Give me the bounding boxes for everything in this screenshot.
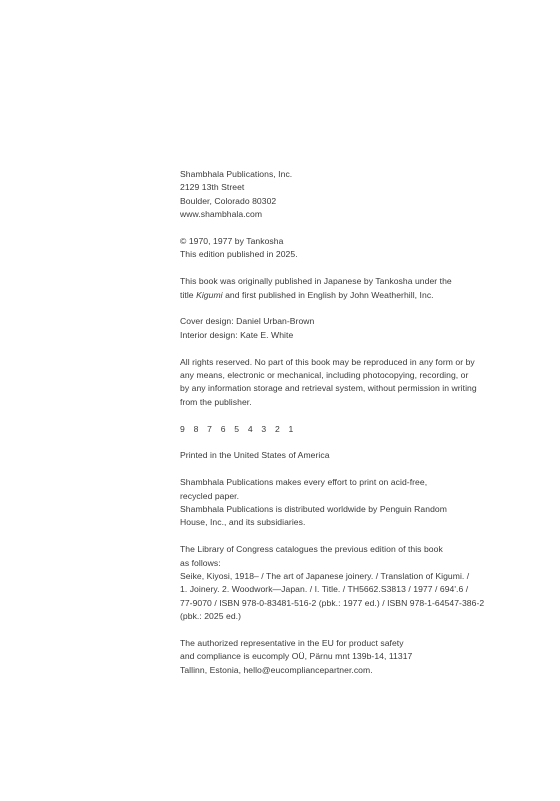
origin-line-2 bbox=[180, 289, 490, 302]
cip-line: 1. Joinery. 2. Woodwork—Japan. / I. Title. / TH5662.S3813 / 1977 / 694'.6 / bbox=[180, 584, 469, 595]
cip-line: 77-9070 / ISBN 978-0-83481-516-2 (pbk.: 1977 ed.) / ISBN 978-1-64547-386-2 bbox=[180, 597, 485, 608]
publisher-website: www.shambhala.com bbox=[180, 209, 263, 220]
cip-line: (pbk.: 2025 ed.) bbox=[180, 611, 241, 622]
paper-line: Shambhala Publications is distributed worldwide by Penguin Random bbox=[180, 504, 447, 515]
paper-line: Shambhala Publications makes every effort to print on acid-free, bbox=[180, 477, 428, 488]
rights-line: All rights reserved. No part of this book may be reproduced in any form or by bbox=[180, 356, 475, 367]
cover-design-credit: Cover design: Daniel Urban-Brown bbox=[180, 316, 315, 327]
printing-number-line bbox=[180, 423, 490, 436]
printed-in-statement bbox=[180, 449, 490, 462]
origin-line-2-suffix: and first published in English by John Weatherhill, Inc. bbox=[222, 289, 434, 300]
eu-rep-line: Tallinn, Estonia, hello@eucompliancepartner.com. bbox=[180, 664, 373, 675]
design-credits bbox=[180, 315, 490, 342]
cip-line: The Library of Congress catalogues the previous edition of this book bbox=[180, 544, 443, 555]
rights-line: from the publisher. bbox=[180, 396, 252, 407]
copyright-notice bbox=[180, 235, 490, 262]
publisher-name: Shambhala Publications, Inc. bbox=[180, 169, 293, 179]
eu-rep-line: and compliance is eucomply OÜ, Pärnu mnt 139b-14, 11317 bbox=[180, 651, 413, 662]
interior-design-credit: Interior design: Kate E. White bbox=[180, 329, 294, 340]
original-title: Kigumi bbox=[196, 289, 223, 300]
rights-statement bbox=[180, 356, 490, 410]
publisher-address bbox=[180, 168, 490, 222]
rights-line: any means, electronic or mechanical, including photocopying, recording, or bbox=[180, 370, 469, 381]
cip-line: as follows: bbox=[180, 557, 221, 568]
paper-line: recycled paper. bbox=[180, 490, 240, 501]
copyright-page-block bbox=[180, 168, 490, 691]
origin-line-2-prefix: title bbox=[180, 289, 197, 300]
library-of-congress-data bbox=[180, 543, 490, 623]
printed-in-line: Printed in the United States of America bbox=[180, 450, 330, 461]
original-publication-note bbox=[180, 275, 490, 302]
printing-numbers: 9 8 7 6 5 4 3 2 1 bbox=[180, 423, 297, 434]
origin-line-1: This book was originally published in Japanese by Tankosha under the bbox=[180, 276, 452, 287]
publisher-city: Boulder, Colorado 80302 bbox=[180, 195, 277, 206]
paper-distribution-note bbox=[180, 476, 490, 530]
eu-rep-line: The authorized representative in the EU for product safety bbox=[180, 638, 404, 649]
publisher-street: 2129 13th Street bbox=[180, 182, 245, 193]
edition-line: This edition published in 2025. bbox=[180, 249, 298, 260]
rights-line: by any information storage and retrieval system, without permission in writing bbox=[180, 383, 477, 394]
copyright-line: © 1970, 1977 by Tankosha bbox=[180, 236, 284, 247]
eu-representative-note bbox=[180, 637, 490, 677]
paper-line: House, Inc., and its subsidiaries. bbox=[180, 517, 306, 528]
cip-line: Seike, Kiyosi, 1918– / The art of Japanese joinery. / Translation of Kigumi. / bbox=[180, 571, 470, 582]
